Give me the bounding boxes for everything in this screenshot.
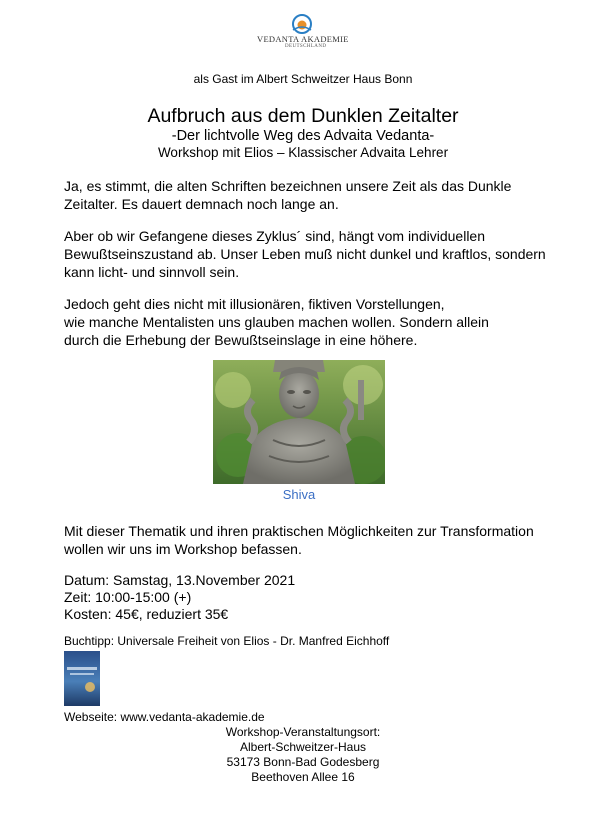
paragraph-3 (64, 295, 564, 349)
logo-word-left: VEDANTA (257, 34, 300, 44)
paragraph-1: Ja, es stimmt, die alten Schriften bezeichnen unsere Zeit als das Dunkle Zeitalter. Es dauert demnach noch lange an. (64, 178, 512, 212)
shiva-statue-image (213, 360, 385, 484)
shiva-photo (213, 360, 385, 484)
book-tip: Buchtipp: Universale Freiheit von Elios - Dr. Manfred Eichhoff (64, 634, 390, 648)
guest-line: als Gast im Albert Schweitzer Haus Bonn (193, 72, 413, 86)
paragraph-3-line: durch die Erhebung der Bewußtseinslage in eine höhere. (64, 332, 418, 348)
event-date: Datum: Samstag, 13.November 2021 (64, 572, 296, 588)
page-title: Aufbruch aus dem Dunklen Zeitalter (147, 105, 459, 127)
book-cover-image (64, 651, 100, 706)
venue-address (0, 725, 606, 785)
venue-line: Workshop-Veranstaltungsort: (225, 725, 381, 739)
venue-line: Beethoven Allee 16 (251, 770, 355, 784)
event-cost: Kosten: 45€, reduziert 35€ (64, 606, 229, 622)
paragraph-3-line: Jedoch geht dies nicht mit illusionären, fiktiven Vorstellungen, (64, 296, 445, 312)
paragraph-4: Mit dieser Thematik und ihren praktischen Möglichkeiten zur Transformation wollen wir uns im Workshop befassen. (64, 523, 534, 557)
event-details (64, 572, 295, 623)
page-subtitle: -Der lichtvolle Weg des Advaita Vedanta- (171, 128, 435, 144)
paragraph-3-line: wie manche Mentalisten uns glauben machen wollen. Sondern allein (64, 314, 489, 330)
venue-line: 53173 Bonn-Bad Godesberg (226, 755, 380, 769)
paragraph-2: Aber ob wir Gefangene dieses Zyklus´ sind, hängt vom individuellen Bewußtseinszustand ab. Unser Leben muß nicht dunkel und kraftlos, sondern kann licht- und sinnvoll sein. (64, 228, 546, 280)
logo-emblem-icon (255, 14, 351, 36)
website-link[interactable]: Webseite: www.vedanta-akademie.de (64, 710, 265, 724)
book-cover-icon (64, 651, 100, 706)
workshop-line: Workshop mit Elios – Klassischer Advaita Lehrer (157, 145, 449, 160)
logo-subtitle: DEUTSCHLAND (285, 44, 327, 49)
event-time: Zeit: 10:00-15:00 (+) (64, 589, 192, 605)
venue-line: Albert-Schweitzer-Haus (239, 740, 367, 754)
image-caption: Shiva (282, 487, 316, 502)
logo-word-right: AKADEMIE (301, 34, 349, 44)
logo (255, 14, 351, 50)
